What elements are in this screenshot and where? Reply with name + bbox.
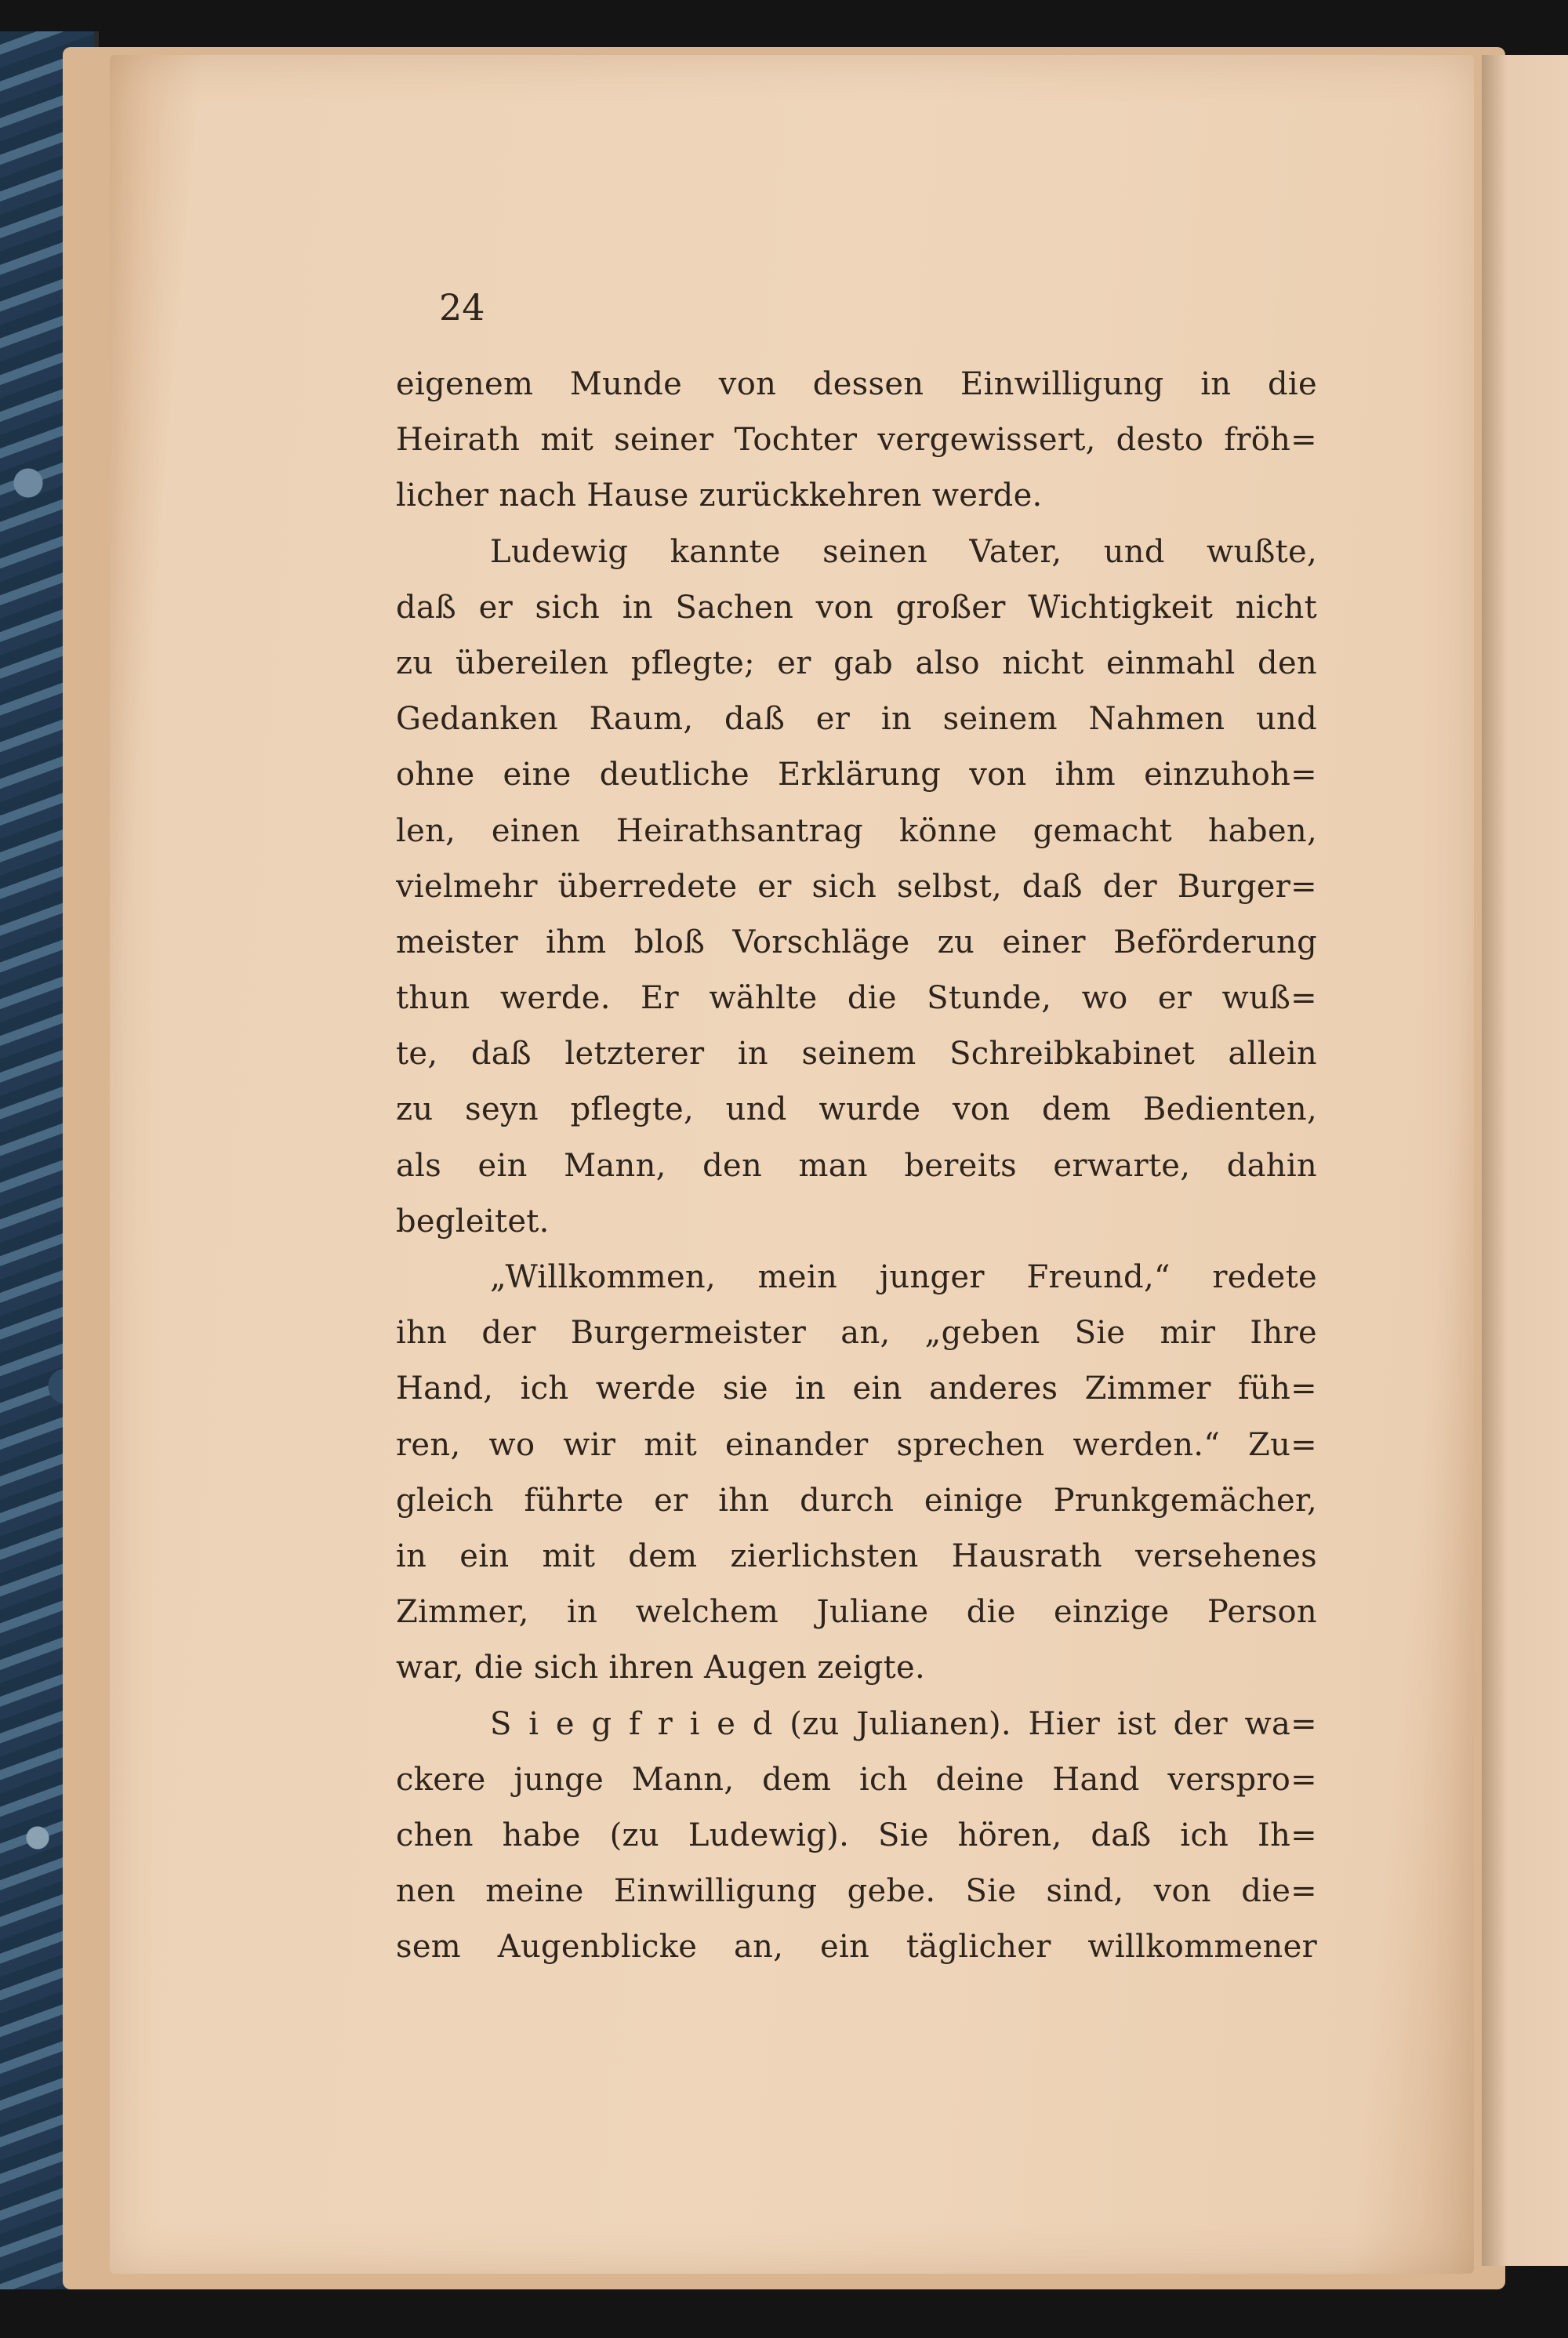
facing-page-edge bbox=[1482, 55, 1568, 2266]
text-line: ren, wo wir mit einander sprechen werden.“ Zu= bbox=[396, 1426, 1317, 1463]
text-line: eigenem Munde von dessen Einwilligung in die bbox=[396, 366, 1317, 402]
text-line: licher nach Hause zurückkehren werde. bbox=[396, 477, 1043, 514]
text-line: Ludewig kannte seinen Vater, und wußte, bbox=[490, 533, 1317, 570]
text-line: war, die sich ihren Augen zeigte. bbox=[396, 1650, 925, 1686]
text-line: thun werde. Er wählte die Stunde, wo er wuß= bbox=[396, 980, 1317, 1017]
text-line: zu übereilen pflegte; er gab also nicht einmahl den bbox=[396, 644, 1317, 681]
text-line: begleitet. bbox=[396, 1203, 550, 1240]
text-line: daß er sich in Sachen von großer Wichtigkeit nicht bbox=[396, 589, 1317, 626]
text-line: Heirath mit seiner Tochter vergewissert, desto fröh= bbox=[396, 422, 1317, 459]
text-line: ohne eine deutliche Erklärung von ihm einzuhoh= bbox=[396, 757, 1317, 793]
text-line: Hand, ich werde sie in ein anderes Zimmer füh= bbox=[396, 1370, 1317, 1407]
text-line: zu seyn pflegte, und wurde von dem Bedienten, bbox=[396, 1091, 1317, 1128]
text-line: Zimmer, in welchem Juliane die einzige Person bbox=[396, 1594, 1317, 1631]
text-line: in ein mit dem zierlichsten Hausrath versehenes bbox=[396, 1537, 1317, 1574]
text-line: ihn der Burgermeister an, „geben Sie mir Ihre bbox=[396, 1315, 1317, 1352]
text-line: len, einen Heirathsantrag könne gemacht haben, bbox=[396, 812, 1317, 849]
text-line: „Willkommen, mein junger Freund,“ redete bbox=[490, 1259, 1317, 1295]
text-line: S i e g f r i e d (zu Julianen). Hier ist der wa= bbox=[490, 1705, 1317, 1742]
text-line: nen meine Einwilligung gebe. Sie sind, von die= bbox=[396, 1873, 1317, 1910]
text-line: als ein Mann, den man bereits erwarte, dahin bbox=[396, 1147, 1317, 1184]
text-line: chen habe (zu Ludewig). Sie hören, daß ich Ih= bbox=[396, 1817, 1317, 1853]
page-number: 24 bbox=[439, 286, 485, 329]
text-line: vielmehr überredete er sich selbst, daß der Burger= bbox=[396, 868, 1317, 905]
text-line: te, daß letzterer in seinem Schreibkabinet allein bbox=[396, 1036, 1317, 1073]
text-line: Gedanken Raum, daß er in seinem Nahmen und bbox=[396, 701, 1317, 738]
text-line: meister ihm bloß Vorschläge zu einer Beförderung bbox=[396, 924, 1317, 960]
text-line: sem Augenblicke an, ein täglicher willkommener bbox=[396, 1929, 1317, 1966]
text-lines bbox=[396, 357, 1317, 1975]
text-line: ckere junge Mann, dem ich deine Hand verspro= bbox=[396, 1761, 1317, 1798]
text-line: gleich führte er ihn durch einige Prunkgemächer, bbox=[396, 1482, 1317, 1519]
